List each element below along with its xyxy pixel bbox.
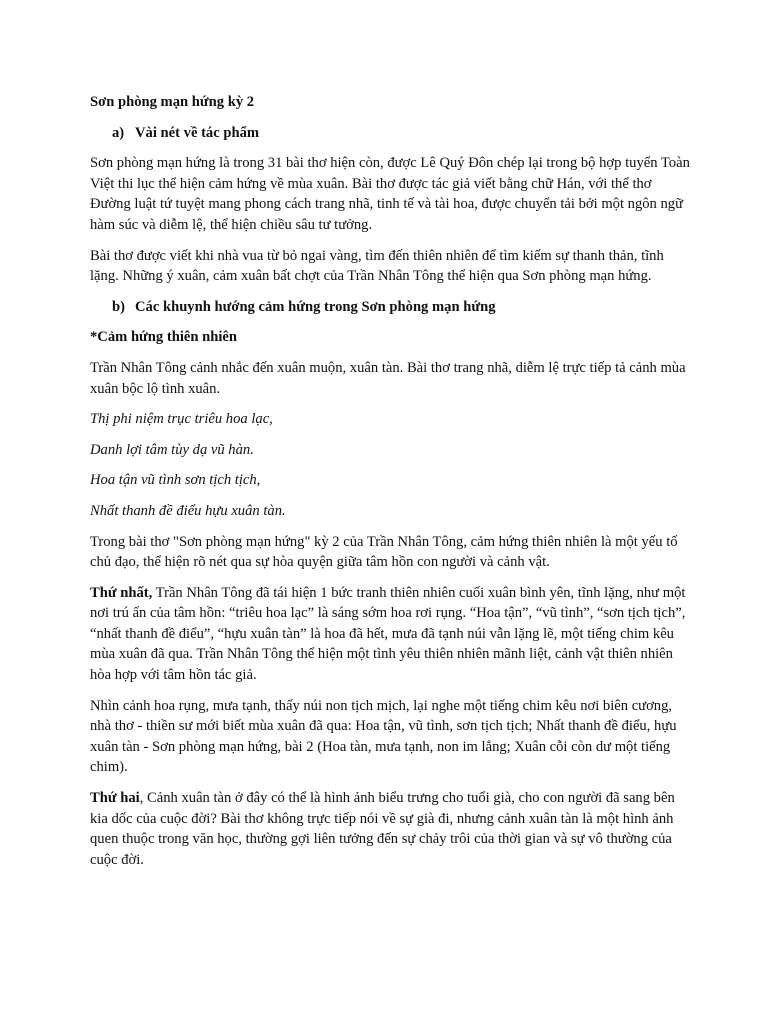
paragraph-3: Trần Nhân Tông cảnh nhắc đến xuân muộn, xuân tàn. Bài thơ trang nhã, diễm lệ trực tiếp tả cảnh mùa xuân bộc lộ tình xuân.	[90, 359, 686, 397]
document-title: Sơn phòng mạn hứng kỳ 2	[90, 94, 255, 110]
paragraph-7-text: , Cảnh xuân tàn ở đây có thể là hình ảnh biểu trưng cho tuổi già, cho con người đã sang bên kia dốc của cuộc đời? Bài thơ không trực tiếp nói về sự già đi, nhưng cảnh xuân tàn là một hình ảnh quen thuộc trong văn học, thường gợi liên tưởng đến sự chảy trôi của thời gian và sự vô thường của cuộc đời.	[90, 790, 675, 868]
verse-line-4: Nhất thanh đề điểu hựu xuân tàn.	[90, 502, 286, 519]
paragraph-7	[90, 788, 690, 870]
verse-line-1: Thị phi niệm trục triêu hoa lạc,	[90, 411, 273, 428]
paragraph-2: Bài thơ được viết khi nhà vua từ bỏ ngai vàng, tìm đến thiên nhiên để tìm kiếm sự thanh thản, tĩnh lặng. Những ý xuân, cảm xuân bất chợt của Trần Nhân Tông thể hiện qua Sơn phòng mạn hứng.	[90, 247, 664, 285]
section-a-marker: a)	[112, 124, 125, 141]
section-b-heading	[90, 297, 690, 318]
section-b-marker: b)	[112, 298, 125, 315]
paragraph-6: Nhìn cảnh hoa rụng, mưa tạnh, thấy núi non tịch mịch, lại nghe một tiếng chim kêu nơi biên cương, nhà thơ - thiền sư mới biết mùa xuân đã qua: Hoa tận, vũ tình, sơn tịch tịch; Nhất thanh đề điểu, hựu xuân tàn - Sơn phòng mạn hứng, bài 2 (Hoa tàn, mưa tạnh, non im lẳng; Xuân cỗi còn dư một tiếng chim).	[90, 697, 677, 776]
section-b-heading-text: Các khuynh hướng cảm hứng trong Sơn phòng mạn hứng	[135, 298, 496, 315]
paragraph-4: Trong bài thơ "Sơn phòng mạn hứng" kỳ 2 của Trần Nhân Tông, cảm hứng thiên nhiên là một yếu tố chủ đạo, thể hiện rõ nét qua sự hòa quyện giữa tâm hồn con người và cảnh vật.	[90, 533, 678, 571]
verse-line-2: Danh lợi tâm tùy dạ vũ hàn.	[90, 441, 254, 458]
nature-heading: *Cảm hứng thiên nhiên	[90, 329, 238, 346]
document-page	[90, 92, 690, 880]
paragraph-5-lead: Thứ nhất,	[90, 584, 153, 601]
paragraph-7-lead: Thứ hai	[90, 790, 140, 807]
paragraph-5	[90, 583, 690, 686]
paragraph-1: Sơn phòng mạn hứng là trong 31 bài thơ hiện còn, được Lê Quý Đôn chép lại trong bộ hợp tuyển Toàn Việt thi lục thể hiện cảm hứng về mùa xuân. Bài thơ được tác giả viết bằng chữ Hán, với thể thơ Đường luật tứ tuyệt mang phong cách trang nhã, tinh tế và tài hoa, được chuyển tải bởi một ngôn ngữ hàm súc và diễm lệ, thể hiện chiều sâu tư tưởng.	[90, 155, 690, 233]
verse-line-3: Hoa tận vũ tình sơn tịch tịch,	[90, 472, 261, 489]
section-a-heading-text: Vài nét về tác phẩm	[135, 124, 260, 141]
section-a-heading	[90, 123, 690, 144]
paragraph-5-text: Trần Nhân Tông đã tái hiện 1 bức tranh thiên nhiên cuối xuân bình yên, tĩnh lặng, như một nơi trú ẩn của tâm hồn: “triêu hoa lạc” là sáng sớm hoa rơi rụng. “Hoa tận”, “vũ tình”, “sơn tịch tịch”, “nhất thanh đề điểu”, “hựu xuân tàn” là hoa đã hết, mưa đã tạnh núi vẫn lặng lẽ, một tiếng chim kêu mùa xuân đã qua. Trần Nhân Tông thể hiện một tình yêu thiên nhiên mãnh liệt, cảnh vật thiên nhiên hòa hợp với tâm hồn tác giả.	[90, 584, 686, 684]
